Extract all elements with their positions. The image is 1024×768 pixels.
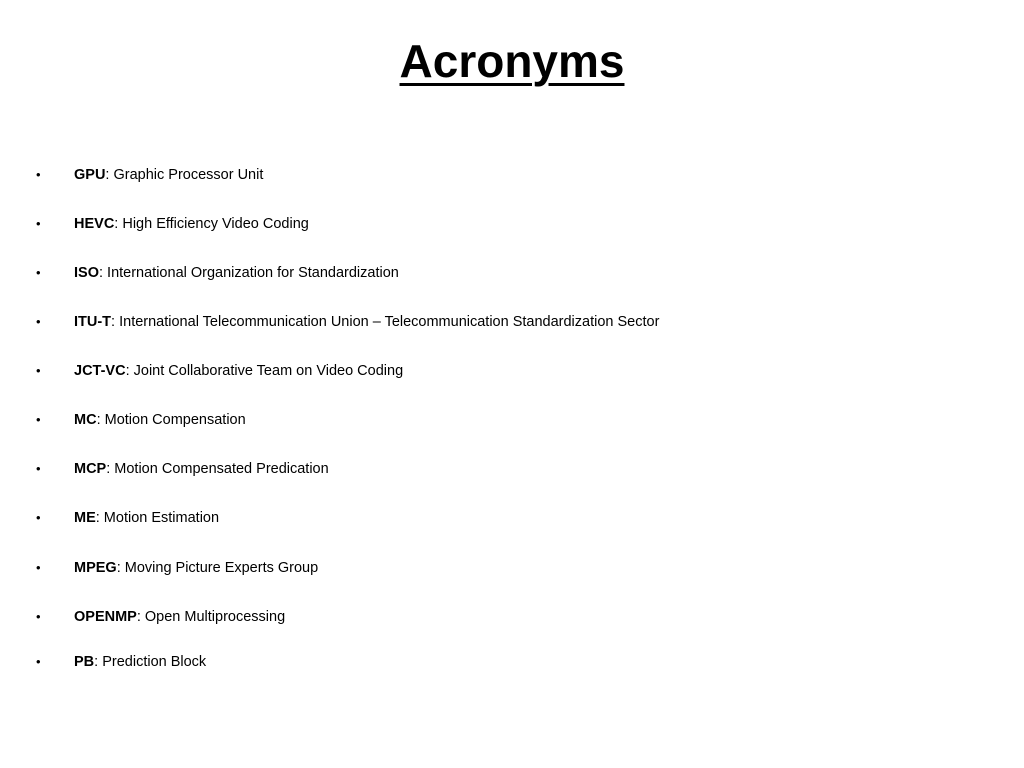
acronym-item	[36, 262, 936, 284]
acronym-abbreviation: JCT-VC	[74, 363, 126, 379]
acronym-definition: : Motion Compensation	[96, 412, 246, 428]
acronym-text	[74, 262, 399, 284]
acronym-abbreviation: ITU-T	[74, 314, 112, 330]
acronym-text	[74, 164, 263, 186]
acronym-text	[74, 651, 206, 673]
acronym-definition: : Open Multiprocessing	[136, 609, 286, 625]
bullet-icon: •	[36, 363, 41, 378]
acronym-text	[74, 507, 219, 529]
acronym-abbreviation: GPU	[74, 167, 106, 183]
acronym-item	[36, 458, 936, 480]
acronym-text	[74, 557, 318, 579]
acronym-definition: : International Organization for Standardization	[98, 265, 399, 281]
acronym-item	[36, 360, 936, 382]
acronym-text	[74, 311, 659, 333]
acronym-definition: : Motion Compensated Predication	[106, 461, 329, 477]
bullet-icon: •	[36, 265, 41, 280]
acronym-definition: : Motion Estimation	[95, 510, 220, 526]
acronym-abbreviation: MCP	[74, 461, 107, 477]
acronym-item	[36, 409, 936, 431]
acronym-definition: : Moving Picture Experts Group	[116, 560, 319, 576]
acronym-abbreviation: ISO	[74, 265, 99, 281]
acronym-text	[74, 213, 309, 235]
acronym-text	[74, 360, 403, 382]
bullet-icon: •	[36, 461, 41, 476]
acronym-item	[36, 507, 936, 529]
acronym-text	[74, 606, 285, 628]
acronym-item	[36, 606, 936, 628]
acronym-text	[74, 458, 329, 480]
acronym-abbreviation: ME	[74, 510, 96, 526]
bullet-icon: •	[36, 654, 41, 669]
slide-title-text: Acronyms	[399, 35, 625, 87]
acronym-definition: : International Telecommunication Union – Telecommunication Standardization Sector	[111, 314, 660, 330]
acronym-abbreviation: MPEG	[74, 560, 117, 576]
bullet-icon: •	[36, 560, 41, 575]
acronym-item	[36, 557, 936, 579]
acronym-item	[36, 651, 936, 673]
acronym-item	[36, 311, 936, 333]
acronym-item	[36, 164, 936, 186]
bullet-icon: •	[36, 412, 41, 427]
acronym-definition: : High Efficiency Video Coding	[114, 216, 309, 232]
acronym-definition: : Graphic Processor Unit	[105, 167, 264, 183]
bullet-icon: •	[36, 216, 41, 231]
acronym-abbreviation: OPENMP	[74, 609, 137, 625]
acronym-abbreviation: HEVC	[74, 216, 115, 232]
acronym-abbreviation: PB	[74, 654, 95, 670]
acronym-abbreviation: MC	[74, 412, 97, 428]
acronym-definition: : Prediction Block	[94, 654, 207, 670]
bullet-icon: •	[36, 609, 41, 624]
bullet-icon: •	[36, 314, 41, 329]
acronym-text	[74, 409, 246, 431]
acronym-definition: : Joint Collaborative Team on Video Coding	[125, 363, 404, 379]
bullet-icon: •	[36, 510, 41, 525]
bullet-icon: •	[36, 167, 41, 182]
acronym-item	[36, 213, 936, 235]
